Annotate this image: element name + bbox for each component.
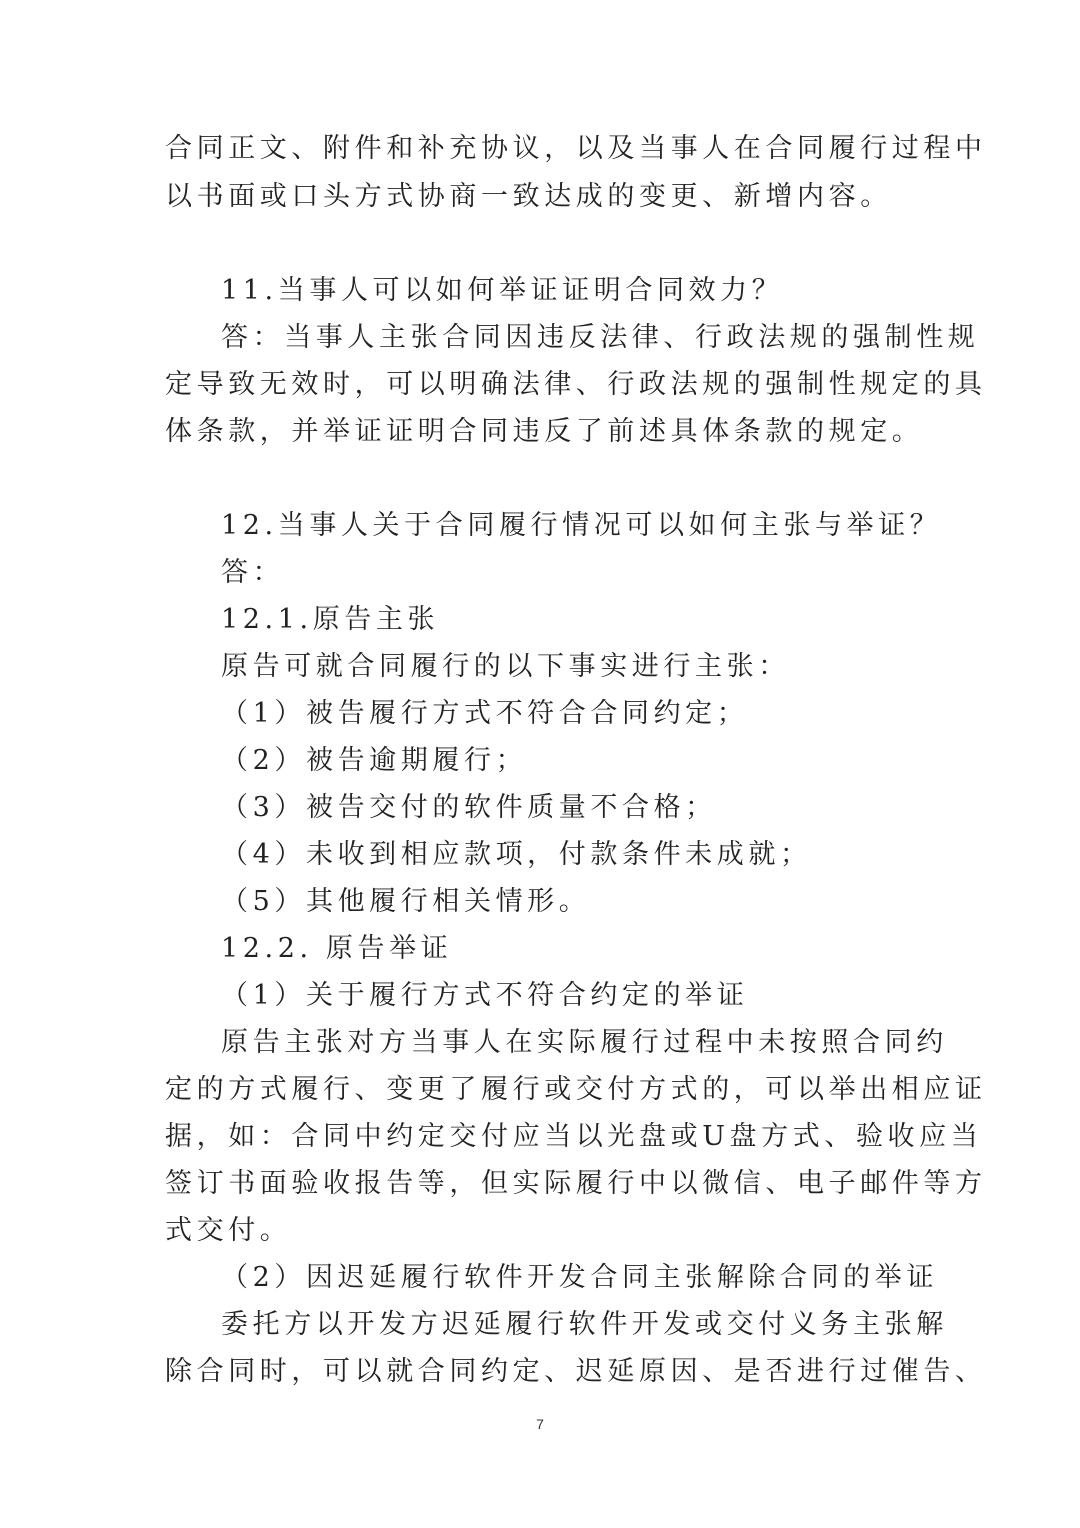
paragraph-line: 签订书面验收报告等，但实际履行中以微信、电子邮件等方 <box>165 1168 987 1199</box>
list-item: （4）未收到相应款项，付款条件未成就； <box>221 839 812 870</box>
paragraph-line: 定的方式履行、变更了履行或交付方式的，可以举出相应证 <box>165 1074 987 1105</box>
answer-label: 答： <box>221 557 285 588</box>
list-item: （5）其他履行相关情形。 <box>221 886 591 917</box>
question-heading: 11.当事人可以如何举证证明合同效力？ <box>221 275 784 306</box>
paragraph-line: 委托方以开发方迟延履行软件开发或交付义务主张解 <box>221 1309 948 1340</box>
subsection-heading: （2）因迟延履行软件开发合同主张解除合同的举证 <box>221 1262 938 1293</box>
list-item: （1）被告履行方式不符合合同约定； <box>221 698 749 729</box>
subsection-heading: （1）关于履行方式不符合约定的举证 <box>221 980 749 1011</box>
paragraph-line: 原告可就合同履行的以下事实进行主张： <box>221 651 790 682</box>
paragraph-line: 式交付。 <box>165 1215 292 1246</box>
question-heading: 12.当事人关于合同履行情况可以如何主张与举证？ <box>221 510 942 541</box>
section-heading: 12.1.原告主张 <box>221 604 440 635</box>
paragraph-line: 以书面或口头方式协商一致达成的变更、新增内容。 <box>165 181 892 212</box>
list-item: （3）被告交付的软件质量不合格； <box>221 792 717 823</box>
answer-line: 体条款，并举证证明合同违反了前述具体条款的规定。 <box>165 416 924 447</box>
paragraph-line: 据，如：合同中约定交付应当以光盘或U盘方式、验收应当 <box>165 1121 983 1152</box>
paragraph-line: 合同正文、附件和补充协议，以及当事人在合同履行过程中 <box>165 133 987 164</box>
list-item: （2）被告逾期履行； <box>221 745 528 776</box>
paragraph-line: 除合同时，可以就合同约定、迟延原因、是否进行过催告、 <box>165 1356 987 1387</box>
paragraph-line: 原告主张对方当事人在实际履行过程中未按照合同约 <box>221 1027 948 1058</box>
answer-line: 定导致无效时，可以明确法律、行政法规的强制性规定的具 <box>165 369 987 400</box>
page-number: 7 <box>536 1416 544 1432</box>
section-heading: 12.2. 原告举证 <box>221 933 453 964</box>
answer-line: 答：当事人主张合同因违反法律、行政法规的强制性规 <box>221 322 980 353</box>
